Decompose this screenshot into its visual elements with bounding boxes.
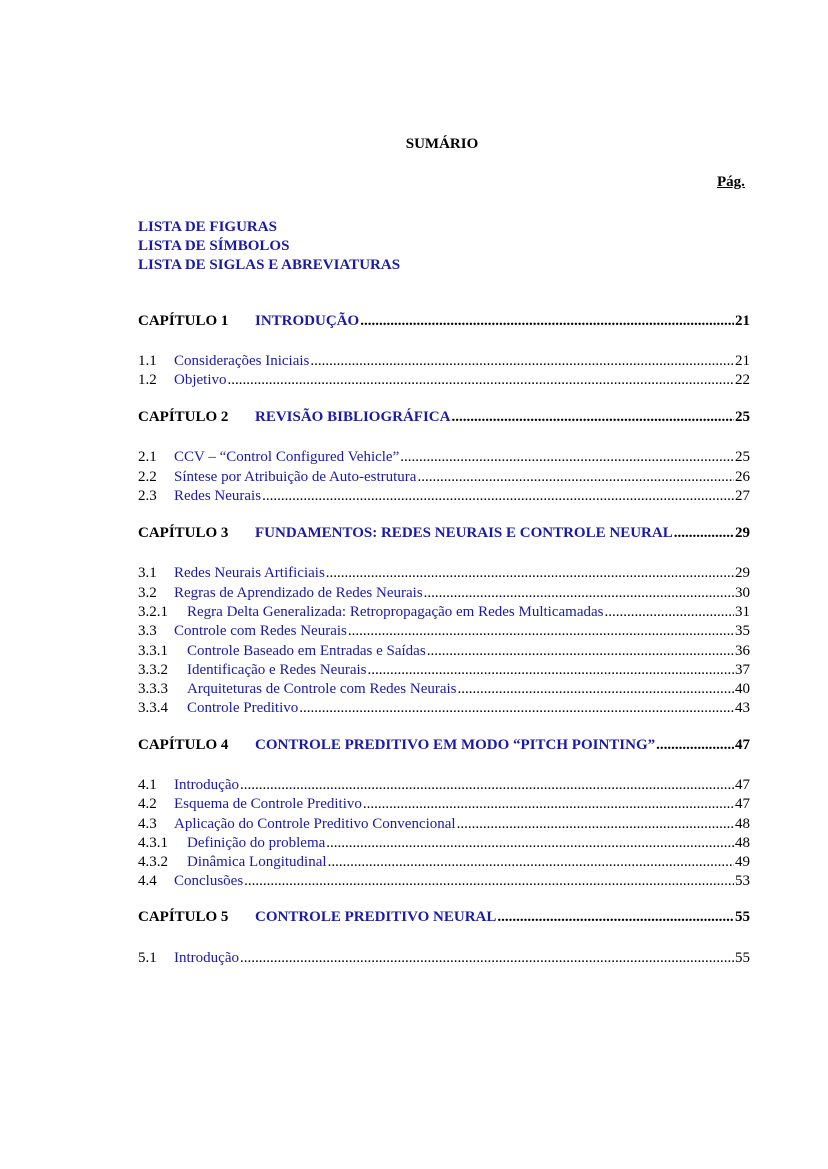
dot-leader: [417, 469, 734, 486]
toc-entry-link[interactable]: Esquema de Controle Preditivo: [174, 796, 362, 812]
page-title: SUMÁRIO: [405, 136, 479, 152]
toc-entry-link[interactable]: Controle Preditivo: [187, 700, 299, 716]
toc-entry-link[interactable]: Regra Delta Generalizada: Retropropagação em Redes Multicamadas: [187, 604, 604, 620]
toc-entry-link[interactable]: CCV – “Control Configured Vehicle”: [174, 449, 400, 465]
dot-leader: [244, 873, 734, 890]
front-matter-list: [138, 218, 400, 275]
toc-section-entry[interactable]: [138, 777, 750, 796]
toc-entry-link[interactable]: CONTROLE PREDITIVO EM MODO “PITCH POINTING”: [255, 737, 656, 753]
toc-entry-page: 55: [735, 950, 750, 966]
link-list-of-figures[interactable]: LISTA DE FIGURAS: [138, 219, 277, 235]
toc-chapter-entry[interactable]: [138, 409, 750, 428]
dot-leader: [451, 409, 734, 426]
toc-entry-number: 2.3: [138, 488, 157, 504]
dot-leader: [368, 662, 735, 679]
toc-entry-page: 30: [735, 585, 750, 601]
dot-leader: [310, 353, 734, 370]
toc-entry-number: 3.3.2: [138, 662, 168, 678]
toc-entry-number: 2.1: [138, 449, 157, 465]
toc-entry-page: 53: [735, 873, 750, 889]
toc-entry-link[interactable]: Objetivo: [174, 372, 227, 388]
toc-entry-link[interactable]: Dinâmica Longitudinal: [187, 854, 327, 870]
dot-leader: [240, 950, 734, 967]
toc-entry-number: CAPÍTULO 3: [138, 525, 229, 541]
toc-entry-number: 3.3.3: [138, 681, 168, 697]
toc-entry-page: 37: [735, 662, 750, 678]
dot-leader: [360, 313, 734, 330]
toc-entry-link[interactable]: Introdução: [174, 777, 239, 793]
toc-entry-link[interactable]: Arquiteturas de Controle com Redes Neurais: [187, 681, 457, 697]
dot-leader: [363, 796, 734, 813]
toc-entry-link[interactable]: Controle com Redes Neurais: [174, 623, 347, 639]
toc-entry-link[interactable]: Regras de Aprendizado de Redes Neurais: [174, 585, 423, 601]
toc-section-entry[interactable]: [138, 604, 750, 623]
dot-leader: [240, 777, 734, 794]
toc-entry-number: CAPÍTULO 5: [138, 909, 229, 925]
toc-entry-number: CAPÍTULO 2: [138, 409, 229, 425]
toc-entry-page: 25: [735, 449, 750, 465]
toc-entry-link[interactable]: Síntese por Atribuição de Auto-estrutura: [174, 469, 417, 485]
toc-entry-link[interactable]: Introdução: [174, 950, 239, 966]
toc-section-entry[interactable]: [138, 681, 750, 700]
dot-leader: [400, 449, 734, 466]
toc-entry-number: 1.2: [138, 372, 157, 388]
dot-leader: [348, 623, 734, 640]
toc-section-entry[interactable]: [138, 643, 750, 662]
dot-leader: [427, 643, 734, 660]
toc-entry-page: 21: [735, 353, 750, 369]
toc-entry-page: 26: [735, 469, 750, 485]
toc-chapter-entry[interactable]: [138, 737, 750, 756]
toc-entry-page: 55: [735, 909, 750, 925]
toc-section-entry[interactable]: [138, 662, 750, 681]
toc-entry-page: 29: [735, 565, 750, 581]
toc-entry-link[interactable]: Conclusões: [174, 873, 244, 889]
toc-entry-number: 4.1: [138, 777, 157, 793]
dot-leader: [674, 525, 734, 542]
toc-entry-page: 47: [735, 777, 750, 793]
dot-leader: [497, 909, 734, 926]
toc-entry-page: 22: [735, 372, 750, 388]
toc-entry-number: 3.2: [138, 585, 157, 601]
link-list-of-acronyms[interactable]: LISTA DE SIGLAS E ABREVIATURAS: [138, 257, 401, 273]
toc-section-entry[interactable]: [138, 835, 750, 854]
toc-section-entry[interactable]: [138, 585, 750, 604]
dot-leader: [457, 816, 734, 833]
page-column-label: Pág.: [717, 174, 745, 190]
toc-entry-link[interactable]: Controle Baseado em Entradas e Saídas: [187, 643, 426, 659]
toc-entry-number: 4.3: [138, 816, 157, 832]
toc-entry-link[interactable]: FUNDAMENTOS: REDES NEURAIS E CONTROLE NEURAL: [255, 525, 673, 541]
toc-section-entry[interactable]: [138, 469, 750, 488]
toc-entry-page: 47: [735, 737, 750, 753]
toc-entry-number: 4.3.1: [138, 835, 168, 851]
toc-entry-link[interactable]: REVISÃO BIBLIOGRÁFICA: [255, 409, 451, 425]
toc-entry-link[interactable]: Considerações Iniciais: [174, 353, 310, 369]
link-list-of-symbols[interactable]: LISTA DE SÍMBOLOS: [138, 238, 290, 254]
toc-section-entry[interactable]: [138, 449, 750, 468]
toc-entry-link[interactable]: Redes Neurais Artificiais: [174, 565, 325, 581]
toc-chapter-entry[interactable]: [138, 525, 750, 544]
dot-leader: [328, 854, 734, 871]
dot-leader: [458, 681, 734, 698]
toc-section-entry[interactable]: [138, 623, 750, 642]
dot-leader: [326, 835, 734, 852]
toc-chapter-entry[interactable]: [138, 909, 750, 928]
dot-leader: [424, 585, 734, 602]
toc-entry-number: 3.3.4: [138, 700, 168, 716]
toc-entry-link[interactable]: Identificação e Redes Neurais: [187, 662, 367, 678]
toc-entry-page: 35: [735, 623, 750, 639]
toc-entry-link[interactable]: CONTROLE PREDITIVO NEURAL: [255, 909, 497, 925]
toc-entry-page: 27: [735, 488, 750, 504]
toc-entry-page: 47: [735, 796, 750, 812]
toc-section-entry[interactable]: [138, 488, 750, 507]
toc-entry-number: 4.2: [138, 796, 157, 812]
toc-section-entry[interactable]: [138, 565, 750, 584]
dot-leader: [262, 488, 734, 505]
toc-entry-page: 25: [735, 409, 750, 425]
toc-entry-number: 5.1: [138, 950, 157, 966]
toc-entry-number: 2.2: [138, 469, 157, 485]
toc-section-entry[interactable]: [138, 854, 750, 873]
toc-entry-link[interactable]: Redes Neurais: [174, 488, 262, 504]
dot-leader: [604, 604, 734, 621]
toc-section-entry[interactable]: [138, 700, 750, 719]
toc-entry-page: 48: [735, 816, 750, 832]
toc-entry-page: 48: [735, 835, 750, 851]
toc-entry-number: CAPÍTULO 1: [138, 313, 229, 329]
toc-entry-link[interactable]: Definição do problema: [187, 835, 326, 851]
toc-section-entry[interactable]: [138, 372, 750, 391]
toc-entry-link[interactable]: Aplicação do Controle Preditivo Convencional: [174, 816, 456, 832]
toc-chapter-entry[interactable]: [138, 313, 750, 332]
toc-entry-number: 3.3: [138, 623, 157, 639]
toc-entry-number: 4.4: [138, 873, 157, 889]
toc-section-entry[interactable]: [138, 796, 750, 815]
toc-entry-page: 40: [735, 681, 750, 697]
dot-leader: [326, 565, 734, 582]
toc-section-entry[interactable]: [138, 873, 750, 892]
toc-entry-page: 29: [735, 525, 750, 541]
dot-leader: [299, 700, 734, 717]
toc-entry-number: 3.2.1: [138, 604, 168, 620]
toc-entry-number: 4.3.2: [138, 854, 168, 870]
toc-entry-page: 21: [735, 313, 750, 329]
toc-entry-number: 3.1: [138, 565, 157, 581]
toc-entry-page: 49: [735, 854, 750, 870]
toc-section-entry[interactable]: [138, 353, 750, 372]
dot-leader: [228, 372, 735, 389]
toc-entry-page: 43: [735, 700, 750, 716]
toc-entry-link[interactable]: INTRODUÇÃO: [255, 313, 360, 329]
toc-section-entry[interactable]: [138, 816, 750, 835]
dot-leader: [656, 737, 734, 754]
toc-entry-page: 31: [735, 604, 750, 620]
toc-entry-page: 36: [735, 643, 750, 659]
toc-entry-number: 3.3.1: [138, 643, 168, 659]
toc-section-entry[interactable]: [138, 950, 750, 969]
toc-entry-number: 1.1: [138, 353, 157, 369]
toc-entry-number: CAPÍTULO 4: [138, 737, 229, 753]
